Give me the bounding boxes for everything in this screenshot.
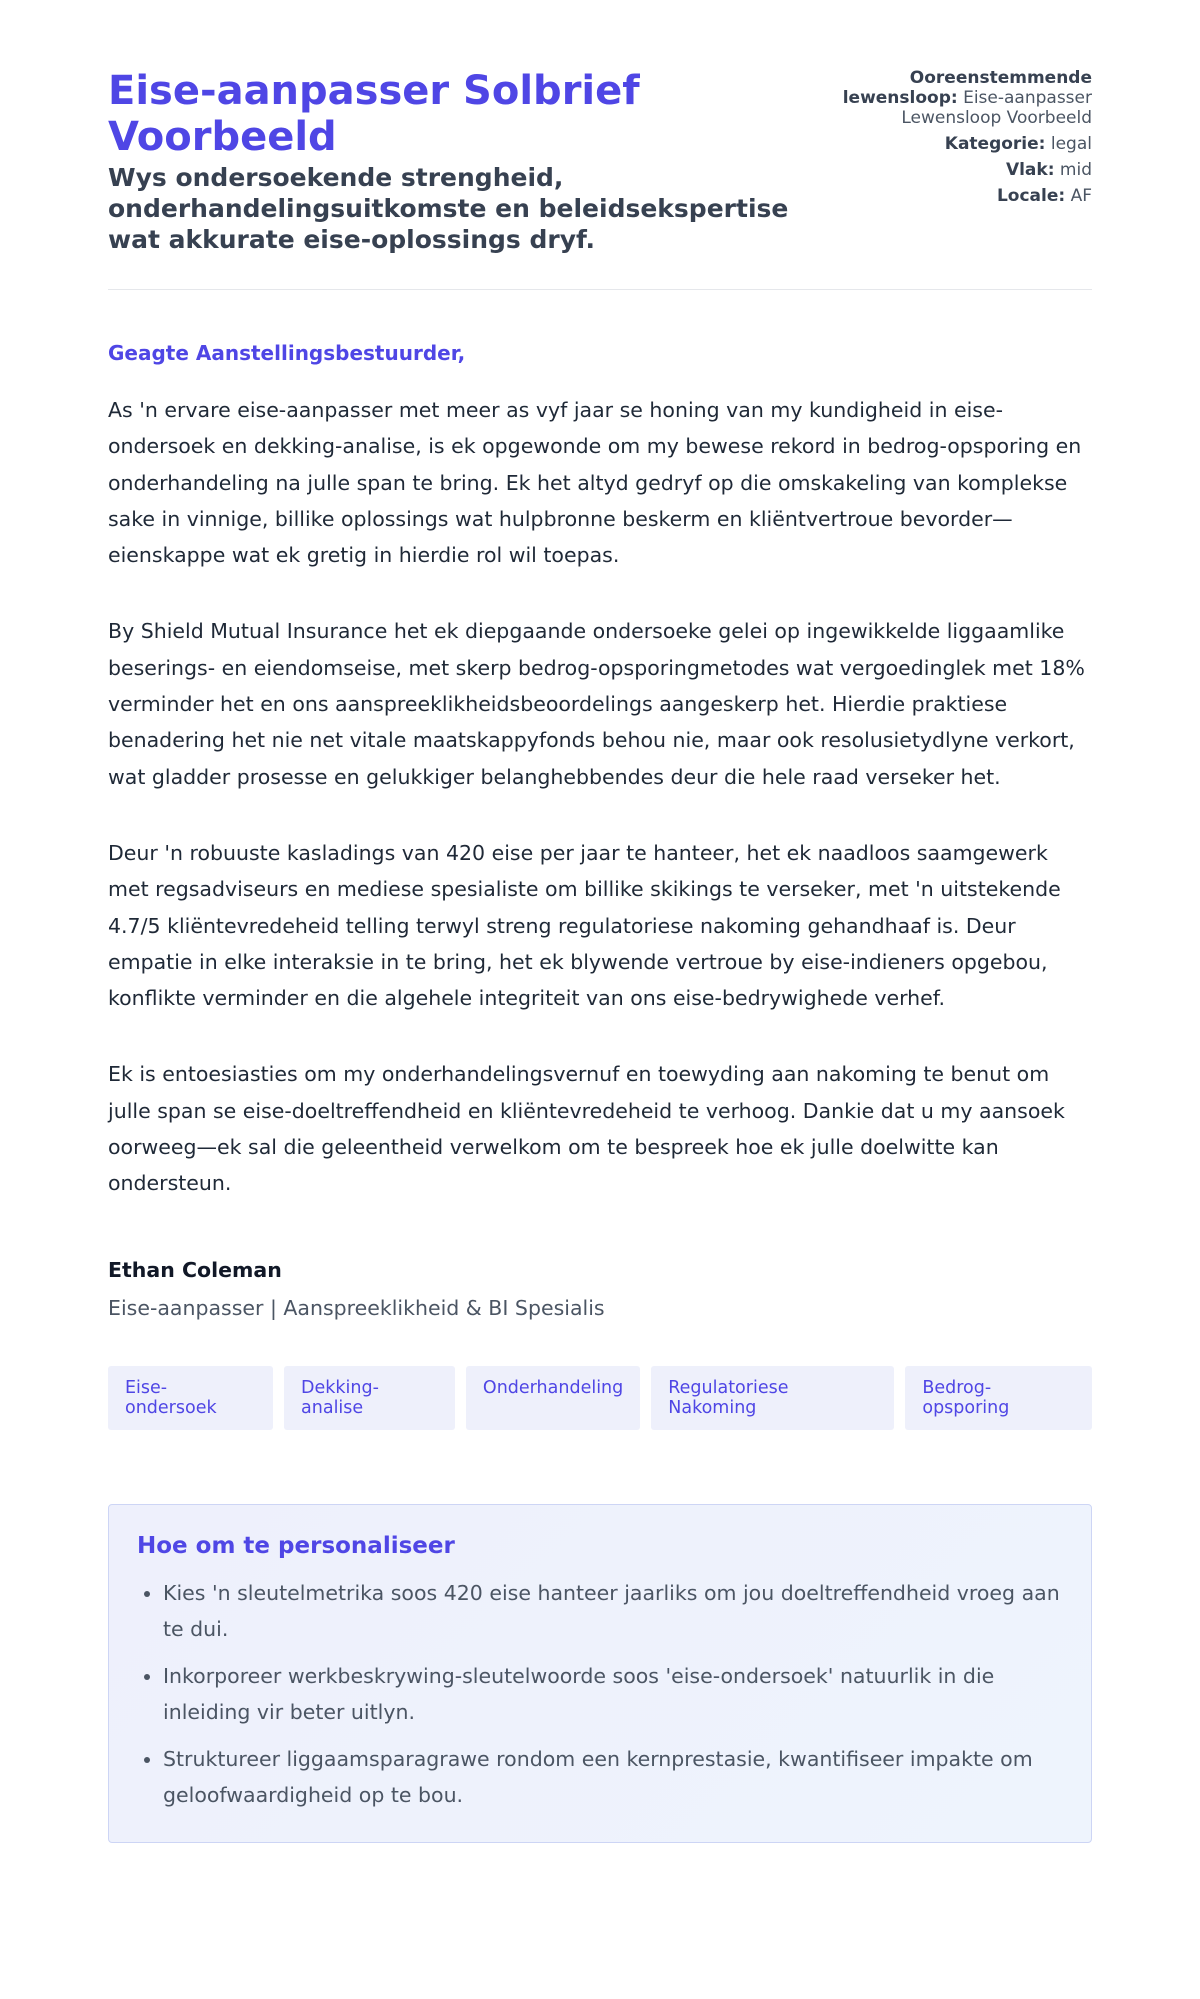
letter-paragraphs — [108, 392, 1092, 1202]
meta-level-value: mid — [1059, 160, 1092, 180]
meta-lifecycle-value: Eise-aanpasser Lewensloop Voorbeeld — [901, 88, 1092, 128]
signature-role: Eise-aanpasser | Aanspreeklikheid & BI Spesialis — [108, 1295, 605, 1320]
skill-tag: Bedrog-opsporing — [905, 1366, 1092, 1430]
letter-paragraph: By Shield Mutual Insurance het ek diepgaande ondersoeke gelei op ingewikkelde liggaamlike beserings- en eiendomseise, met skerp bedrog-opsporingmetodes wat vergoedinglek met 18% verminder het en ons aanspreeklikheidsbeoordelings aangeskerp het. Hierdie praktiese benadering het nie net vitale maatskappyfonds behou nie, maar ook resolusietydlyne verkort, wat gladder prosesse en gelukkiger belanghebbendes deur die hele raad verseker het. — [108, 619, 1085, 789]
skill-tag: Regulatoriese Nakoming — [651, 1366, 894, 1430]
letter-body — [108, 340, 1092, 1320]
tip-item: • Inkorporeer werkbeskrywing-sleutelwoorde soos 'eise-ondersoek' natuurlik in die inleiding vir beter uitlyn. — [163, 1658, 1063, 1731]
letter-paragraph: As 'n ervare eise-aanpasser met meer as vyf jaar se honing van my kundigheid in eise-ondersoek en dekking-analise, is ek opgewonde om my bewese rekord in bedrog-opsporing en onderhandeling na julle span te bring. Ek het altyd gedryf op die omskakeling van komplekse sake in vinnige, billike oplossings wat hulpbronne beskerm en kliëntvertroue bevorder—eienskappe wat ek gretig in hierdie rol wil toepas. — [108, 398, 1082, 568]
skill-tag: Onderhandeling — [466, 1366, 640, 1430]
meta-locale-label: Locale: — [996, 186, 1066, 206]
letter-paragraph: Ek is entoesiasties om my onderhandelingsvernuf en toewyding aan nakoming te benut om julle span se eise-doeltreffendheid en kliëntevredeheid te verhoog. Dankie dat u my aansoek oorweeg—ek sal die geleentheid verwelkom om te bespreek hoe ek julle doelwitte kan ondersteun. — [108, 1062, 1065, 1196]
tip-item: • Kies 'n sleutelmetrika soos 420 eise hanteer jaarliks om jou doeltreffendheid vroeg aan te dui. — [163, 1575, 1063, 1648]
title-block — [108, 68, 804, 255]
skill-tag: Dekking-analise — [284, 1366, 455, 1430]
meta-category-label: Kategorie: — [944, 134, 1046, 154]
page-subtitle: Wys ondersoekende strengheid, onderhandelingsuitkomste en beleidsekspertise wat akkurate eise-oplossings dryf. — [108, 163, 789, 254]
salutation: Geagte Aanstellingsbestuurder, — [108, 341, 466, 365]
meta-lifecycle — [804, 68, 1092, 128]
personalize-tips-box — [108, 1504, 1092, 1843]
skill-tags — [108, 1366, 1092, 1430]
meta-locale-value: AF — [1070, 186, 1092, 206]
page-header — [108, 68, 1092, 290]
tips-list — [137, 1575, 1063, 1814]
meta-category-value: legal — [1050, 134, 1092, 154]
meta-category — [804, 134, 1092, 154]
page-title: Eise-aanpasser Solbrief Voorbeeld — [108, 68, 640, 160]
meta-panel — [804, 68, 1092, 212]
skill-tag: Eise-ondersoek — [108, 1366, 273, 1430]
meta-level — [804, 160, 1092, 180]
meta-lifecycle-label: Ooreenstemmende lewensloop: — [842, 68, 1092, 108]
tip-item: • Struktureer liggaamsparagrawe rondom een kernprestasie, kwantifiseer impakte om geloofwaardigheid op te bou. — [163, 1741, 1063, 1814]
signature-name: Ethan Coleman — [108, 1257, 282, 1282]
letter-paragraph: Deur 'n robuuste kasladings van 420 eise per jaar te hanteer, het ek naadloos saamgewerk met regsadviseurs en mediese spesialiste om billike skikings te verseker, met 'n uitstekende 4.7/5 kliëntevredeheid telling terwyl streng regulatoriese nakoming gehandhaaf is. Deur empatie in elke interaksie in te bring, het ek blywende vertroue by eise-indieners opgebou, konflikte verminder en die algehele integriteit van ons eise-bedrywighede verhef. — [108, 840, 1061, 1011]
tips-title: Hoe om te personaliseer — [137, 1532, 455, 1559]
meta-locale — [804, 186, 1092, 206]
meta-level-label: Vlak: — [1005, 160, 1055, 180]
